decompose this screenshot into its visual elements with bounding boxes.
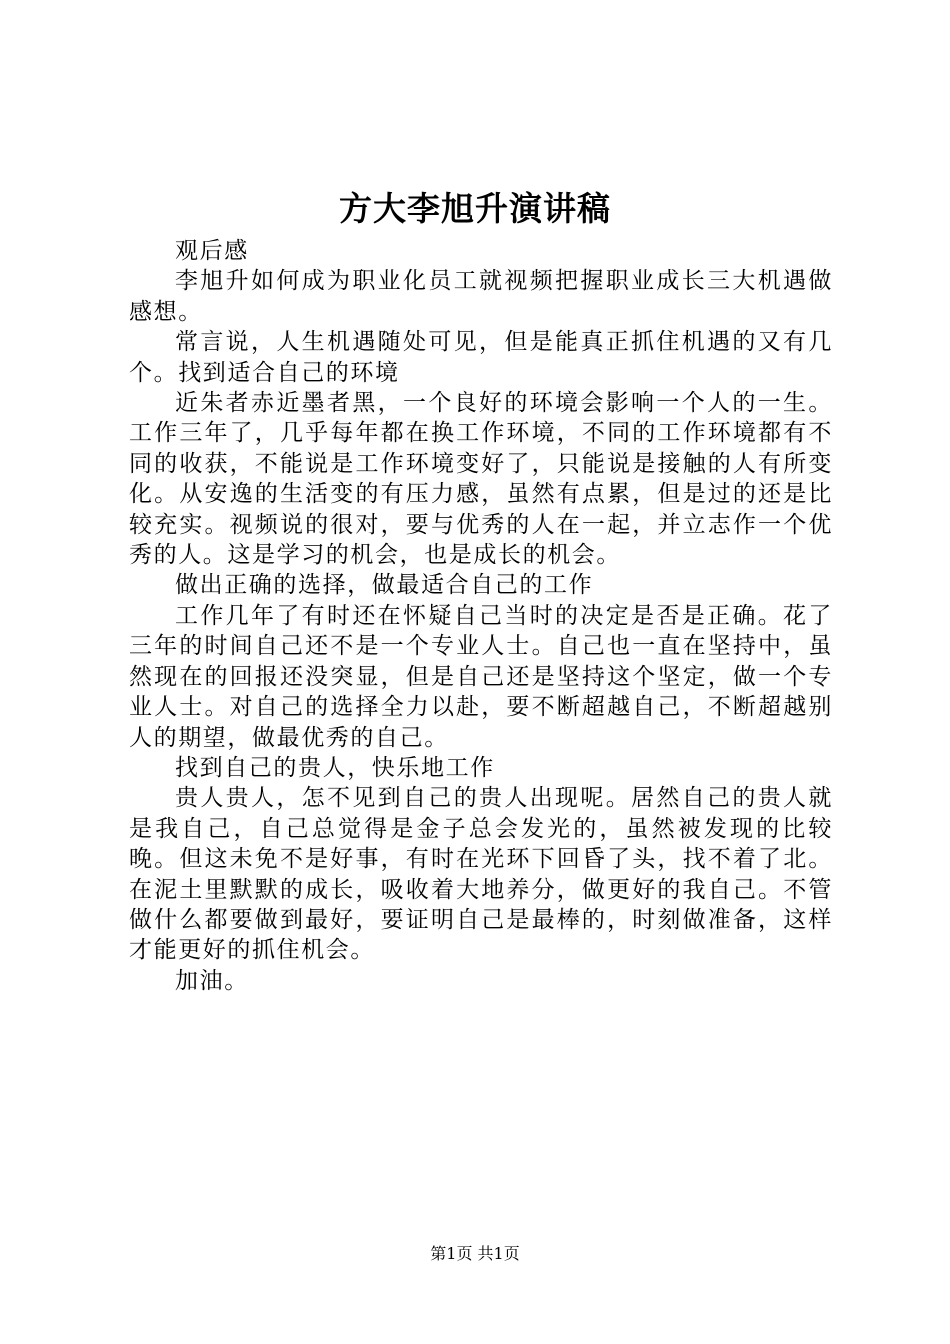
paragraph-heading-choice: 做出正确的选择，做最适合自己的工作 [175,572,594,599]
paragraph-intro: 李旭升如何成为职业化员工就视频把握职业成长三大机遇做感想。 [129,268,833,325]
paragraph-closing: 加油。 [175,967,249,994]
document-title: 方大李旭升演讲稿 [339,189,611,228]
paragraph-mentor: 贵人贵人，怎不见到自己的贵人出现呢。居然自己的贵人就是我自己，自己总觉得是金子总会发光的，虽然被发现的比较晚。但这未免不是好事，有时在光环下回昏了头，找不着了北。在泥土里默默的成长，吸收着大地养分，做更好的我自己。不管做什么都要做到最好，要证明自己是最棒的，时刻做准备，这样才能更好的抓住机会。 [129,785,833,964]
page-footer: 第1页 共1页 [430,1244,520,1263]
paragraph-choice: 工作几年了有时还在怀疑自己当时的决定是否是正确。花了三年的时间自己还不是一个专业人士。自己也一直在坚持中，虽然现在的回报还没突显，但是自己还是坚持这个坚定，做一个专业人士。对自己的选择全力以赴，要不断超越自己，不断超越别人的期望，做最优秀的自己。 [129,602,833,751]
paragraph-environment: 近朱者赤近墨者黑，一个良好的环境会影响一个人的一生。工作三年了，几乎每年都在换工作环境，不同的工作环境都有不同的收获，不能说是工作环境变好了，只能说是接触的人有所变化。从安逸的生活变的有压力感，虽然有点累，但是过的还是比较充实。视频说的很对，要与优秀的人在一起，并立志作一个优秀的人。这是学习的机会，也是成长的机会。 [129,390,833,569]
paragraph-heading-reflection: 观后感 [175,238,249,264]
paragraph-heading-mentor: 找到自己的贵人，快乐地工作 [175,754,495,781]
document-body [129,236,833,996]
paragraph-opportunity: 常言说，人生机遇随处可见，但是能真正抓住机遇的又有几个。找到适合自己的环境 [129,329,833,386]
